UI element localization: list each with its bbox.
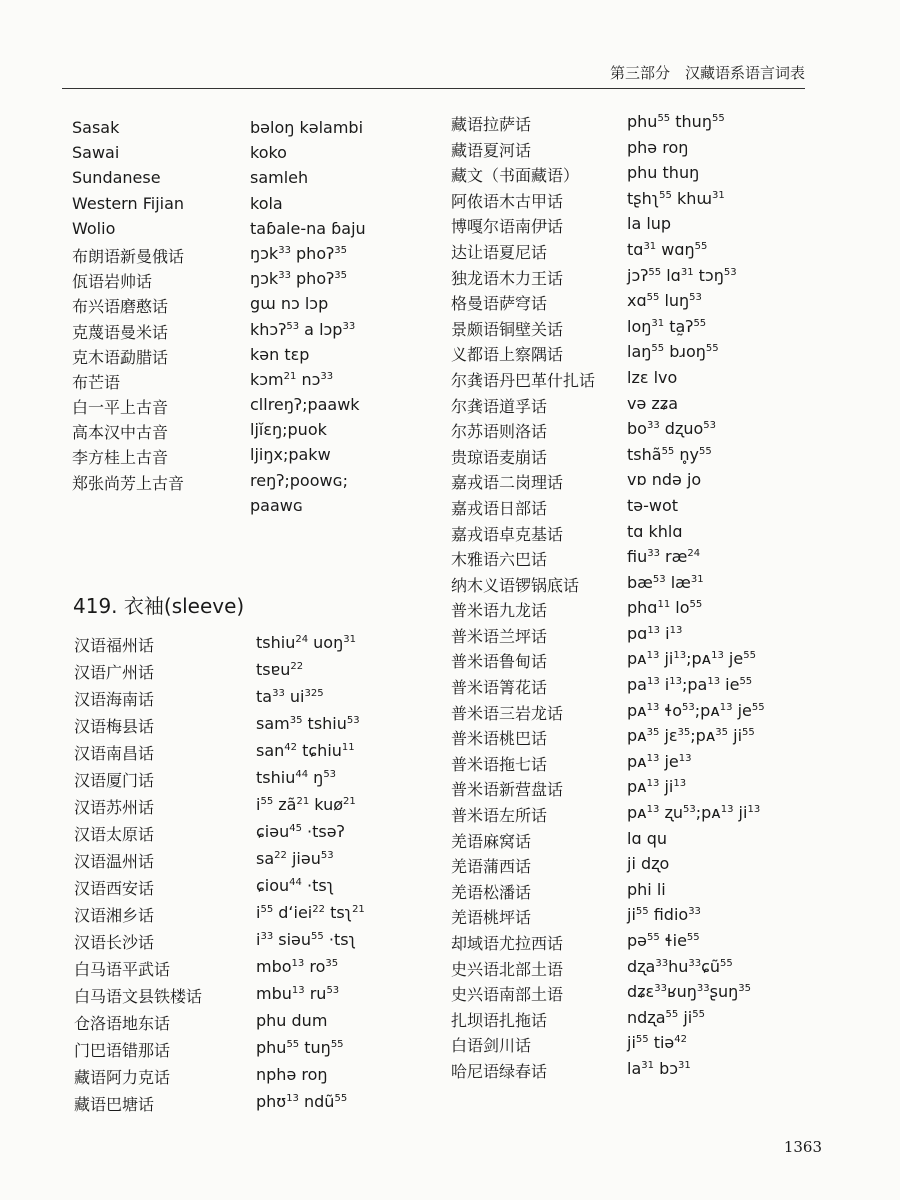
language-name: 博嘎尔语南伊话 (451, 217, 564, 237)
language-name: 克木语勐腊话 (72, 347, 169, 367)
word-form: kola (250, 193, 283, 213)
word-form: ndʐa$^{55}$ $ji^{55}$ (627, 1007, 705, 1027)
word-form: samleh (250, 168, 309, 188)
word-form: kən tɛp (250, 344, 310, 364)
language-name: 普米语兰坪话 (451, 626, 548, 646)
word-form: khɔʔ$^{53}$ a lɔp$^{33}$ (250, 319, 356, 339)
word-form: $bæ^{53}$ $læ^{31}$ (627, 572, 704, 592)
language-name: 汉语厦门话 (74, 771, 155, 790)
word-form: vɒ ndə jo (627, 470, 702, 490)
word-form: $pa^{13}$ $i^{13};pa^{13}$ $ie^{55}$ (627, 675, 753, 695)
word-form: pᴀ$^{13}$ $ji^{13};pᴀ^{13}$ $je^{55}$ (627, 649, 756, 669)
word-form: ji dʐo (627, 854, 670, 874)
language-name: 普米语左所话 (451, 806, 548, 826)
language-name: 纳木义语锣锅底话 (451, 575, 580, 595)
word-form: ŋɔk$^{33}$ phoʔ$^{35}$ (250, 243, 348, 263)
language-name: 白一平上古音 (72, 398, 169, 418)
word-form: taɓale-na ɓaju (250, 218, 366, 238)
language-name: 却域语尤拉西话 (451, 934, 564, 953)
word-form: la lup (627, 214, 672, 234)
word-form: ŋɔk$^{33}$ phoʔ$^{35}$ (250, 269, 348, 289)
language-name: 汉语太原话 (74, 825, 155, 844)
language-name: Sasak (72, 118, 120, 137)
word-form: laŋ$^{55}$ bɹoŋ$^{55}$ (627, 342, 719, 362)
word-form: mbu$^{13}$ $ru^{53}$ (256, 984, 340, 1003)
language-name: 尔苏语则洛话 (451, 422, 548, 442)
language-name: 阿侬语木古甲话 (451, 191, 564, 211)
word-form: phu$^{55}$ thuŋ$^{55}$ (627, 112, 725, 131)
word-form: pə$^{55}$ ɬie$^{55}$ (627, 931, 700, 950)
word-form: tshiu$^{44}$ $ŋ^{53}$ (256, 768, 337, 787)
language-name: 白马语平武话 (74, 960, 171, 979)
word-form: fiu$^{33}$ $ræ^{24}$ (627, 547, 701, 567)
language-name: 尔龚语道孚话 (451, 396, 548, 416)
language-name: 佤语岩帅话 (72, 272, 153, 292)
language-name: 汉语南昌话 (74, 744, 155, 763)
word-form: phʊ$^{13}$ ndũ$^{55}$ (256, 1092, 348, 1111)
word-form: $la^{31}$ bɔ$^{31}$ (627, 1058, 691, 1078)
language-name: 汉语广州话 (74, 663, 155, 682)
language-name: 汉语西安话 (74, 879, 155, 898)
language-name: 汉语湘乡话 (74, 906, 155, 925)
word-form: tsɐu$^{22}$ (256, 660, 304, 679)
language-name: 藏语巴塘话 (74, 1095, 155, 1114)
word-form: xɑ$^{55}$ luŋ$^{53}$ (627, 291, 702, 311)
language-name: 白语剑川话 (451, 1036, 532, 1056)
word-form: phu thuŋ (627, 163, 700, 183)
word-form: tɑ khlɑ (627, 521, 683, 541)
language-name: 藏语阿力克话 (74, 1068, 171, 1087)
language-name: Western Fijian (72, 193, 185, 213)
language-name: 郑张尚芳上古音 (72, 473, 185, 493)
word-form: lɑ qu (627, 828, 667, 848)
language-name: 布朗语新曼俄话 (72, 246, 185, 266)
word-form: tə-wot (627, 495, 679, 515)
word-form: lzɛ lvo (627, 367, 678, 387)
language-name: Wolio (72, 218, 116, 238)
language-name: 藏文（书面藏语） (451, 166, 580, 186)
word-form: tʂhʅ$^{55}$ khɯ$^{31}$ (627, 188, 725, 208)
word-form: pᴀ$^{13}$ ɬo$^{53}$;pᴀ$^{13}$ $je^{55}$ (627, 700, 765, 720)
language-name: 羌语松潘话 (451, 882, 532, 902)
word-form: $dʐa^{33}hu^{33}ɕũ^{55}$ (627, 956, 733, 976)
language-name: 白马语文县铁楼话 (74, 987, 203, 1006)
word-form: $ji^{55}$ fidio$^{33}$ (627, 905, 701, 925)
language-name: 仓洛语地东话 (74, 1014, 171, 1033)
word-form: pᴀ$^{35}$ jɛ$^{35}$;pᴀ$^{35}$ $ji^{55}$ (627, 726, 755, 746)
word-form: ɕiəu$^{45}$ ·tsəʔ (256, 822, 345, 841)
language-name: 藏语拉萨话 (451, 115, 532, 134)
word-form: $sa^{22}$ jiəu$^{53}$ (256, 849, 334, 868)
language-name: 史兴语北部土语 (451, 959, 564, 979)
word-form: phɑ$^{11}$ $lo^{55}$ (627, 598, 703, 618)
language-name: 李方桂上古音 (72, 448, 169, 468)
language-name: 格曼语萨穹话 (451, 294, 548, 314)
word-form: nphə roŋ (256, 1065, 328, 1084)
word-form: cllreŋʔ;paawk (250, 395, 360, 415)
word-form: kɔm$^{21}$ nɔ$^{33}$ (250, 369, 334, 389)
language-name: 羌语麻窝话 (451, 831, 532, 851)
language-name: 布芒语 (72, 372, 121, 392)
word-form: $i^{55}$ $zã^{21}$ kuø$^{21}$ (256, 795, 356, 814)
language-name: 克蔑语曼米话 (72, 322, 169, 342)
word-form: jɔʔ$^{55}$ lɑ$^{31}$ tɔŋ$^{53}$ (627, 265, 737, 285)
word-form: san$^{42}$ tɕhiu$^{11}$ (256, 741, 355, 760)
language-name: 普米语桃巴话 (451, 729, 548, 749)
language-name: 藏语夏河话 (451, 140, 532, 160)
language-name: 汉语海南话 (74, 690, 155, 709)
word-form: phi li (627, 879, 666, 899)
language-name: 嘉戎语二岗理话 (451, 473, 564, 493)
language-name: 扎坝语扎拖话 (451, 1010, 548, 1030)
language-name: 木雅语六巴话 (451, 550, 548, 570)
language-name: 普米语箐花话 (451, 678, 548, 698)
page-number: 1363 (783, 1138, 822, 1156)
language-name: 尔龚语丹巴革什扎话 (451, 370, 596, 390)
language-name: 汉语温州话 (74, 852, 155, 871)
word-form: bəloŋ kəlambi (250, 118, 364, 137)
section-heading: 419. 衣袖(sleeve) (73, 594, 245, 618)
word-form: ljĭɛŋ;puok (250, 420, 327, 440)
word-form: paawɢ (250, 495, 303, 515)
language-name: 普米语新营盘话 (451, 780, 564, 800)
word-form: $ji^{55}$ tiə$^{42}$ (627, 1033, 688, 1053)
word-form: koko (250, 143, 287, 163)
language-name: 嘉戎语卓克基话 (451, 524, 564, 544)
language-name: 史兴语南部土语 (451, 985, 564, 1005)
language-name: 羌语蒲西话 (451, 857, 532, 877)
language-name: 汉语长沙话 (74, 933, 155, 952)
word-form: $ta^{33}$ $ui^{325}$ (256, 687, 324, 706)
language-name: 哈尼语绿春话 (451, 1061, 548, 1081)
word-form: gɯ nɔ lɔp (250, 294, 329, 314)
header-rule (62, 88, 805, 89)
language-name: 普米语鲁甸话 (451, 652, 548, 672)
word-form: pᴀ$^{13}$ ʐu$^{53}$;pᴀ$^{13}$ $ji^{13}$ (627, 803, 761, 823)
word-form: $bo^{33}$ dʐuo$^{53}$ (627, 419, 716, 439)
language-name: Sawai (72, 143, 120, 163)
language-name: 汉语梅县话 (74, 717, 155, 736)
word-form: $i^{33}$ siəu$^{55}$ ·tsʅ (256, 930, 356, 949)
word-form: ljiŋx;pakw (250, 445, 331, 465)
language-name: 普米语三岩龙话 (451, 703, 564, 723)
language-name: 汉语福州话 (74, 636, 155, 655)
language-name: 达让语夏尼话 (451, 242, 548, 262)
language-name: 普米语九龙话 (451, 601, 548, 621)
language-name: 高本汉中古音 (72, 423, 169, 443)
word-form: mbo$^{13}$ $ro^{35}$ (256, 957, 339, 976)
running-header: 第三部分 汉藏语系语言词表 (609, 64, 805, 82)
language-name: 普米语拖七话 (451, 754, 548, 774)
language-name: 嘉戎语日部话 (451, 498, 548, 518)
word-form: dʑɛ$^{33}$ʁuŋ$^{33}$ʂuŋ$^{35}$ (627, 982, 751, 1002)
word-form: pɑ$^{13}$ $i^{13}$ (627, 623, 683, 643)
word-form: $i^{55}$ dʻiei$^{22}$ tsʅ$^{21}$ (256, 903, 365, 922)
word-form: reŋʔ;poowɢ; (250, 470, 349, 490)
word-form: pᴀ$^{13}$ $ji^{13}$ (627, 777, 687, 797)
word-form: phə roŋ (627, 137, 689, 157)
language-name: 义都语上察隅话 (451, 345, 564, 365)
language-name: 汉语苏州话 (74, 798, 155, 817)
word-form: phu$^{55}$ tuŋ$^{55}$ (256, 1038, 344, 1057)
language-name: 景颇语铜壁关话 (451, 319, 564, 339)
word-form: pᴀ$^{13}$ $je^{13}$ (627, 751, 692, 771)
language-name: 羌语桃坪话 (451, 908, 532, 928)
word-form: tɑ$^{31}$ wɑŋ$^{55}$ (627, 239, 708, 259)
word-form: sam$^{35}$ tshiu$^{53}$ (256, 714, 360, 733)
word-form: tshã$^{55}$ $n̥y^{55}$ (627, 444, 712, 464)
word-form: loŋ$^{31}$ ta̰ʔ$^{55}$ (627, 316, 707, 336)
language-name: 贵琼语麦崩话 (451, 447, 548, 467)
word-form: phu dum (256, 1011, 328, 1030)
language-name: Sundanese (72, 168, 161, 188)
word-form: ɕiou$^{44}$ ·tsʅ (256, 876, 335, 895)
language-name: 布兴语磨憨话 (72, 297, 169, 317)
word-form: və zʑa (627, 393, 678, 413)
word-form: tshiu$^{24}$ uoŋ$^{31}$ (256, 633, 356, 652)
language-name: 独龙语木力王话 (451, 268, 564, 288)
language-name: 门巴语错那话 (74, 1041, 171, 1060)
